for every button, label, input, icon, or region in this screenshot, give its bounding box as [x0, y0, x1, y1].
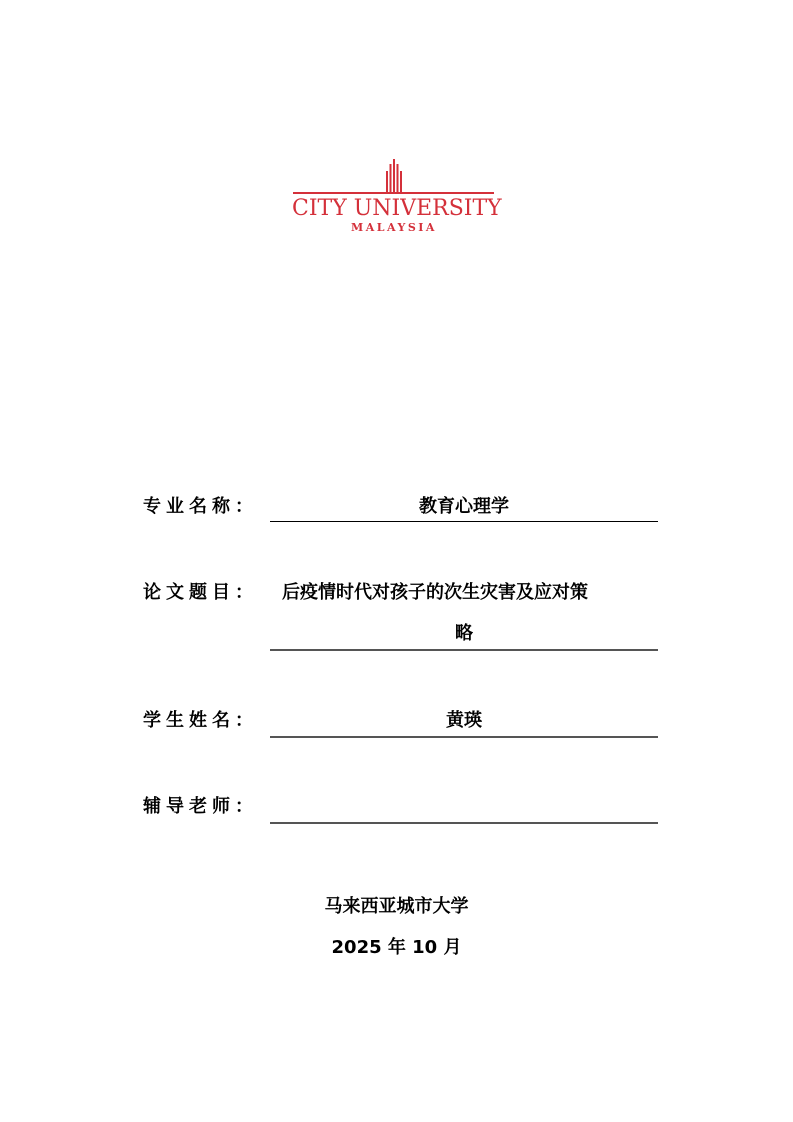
- submission-date: 2025 年 10 月: [331, 937, 462, 958]
- major-underline: [270, 521, 658, 522]
- student-name-label: 学生姓名：: [143, 710, 258, 731]
- thesis-title-underline: [270, 649, 658, 651]
- institution-name: 马来西亚城市大学: [324, 896, 469, 917]
- university-logo: [292, 158, 502, 238]
- major-value: 教育心理学: [419, 496, 509, 517]
- logo-subtitle: MALAYSIA: [351, 221, 437, 234]
- thesis-title-label: 论文题目：: [143, 582, 258, 603]
- building-icon: [292, 158, 496, 193]
- advisor-label: 辅导老师：: [143, 796, 258, 817]
- major-label: 专业名称：: [143, 496, 258, 517]
- thesis-title-value-line1: 后疫情时代对孩子的次生灾害及应对策: [282, 582, 588, 603]
- student-name-value: 黄瑛: [446, 710, 482, 731]
- advisor-underline: [270, 822, 658, 824]
- thesis-title-value-line2: 略: [455, 623, 473, 644]
- logo-rule: [293, 192, 494, 194]
- logo-name: CITY UNIVERSITY: [292, 196, 502, 221]
- student-name-underline: [270, 736, 658, 738]
